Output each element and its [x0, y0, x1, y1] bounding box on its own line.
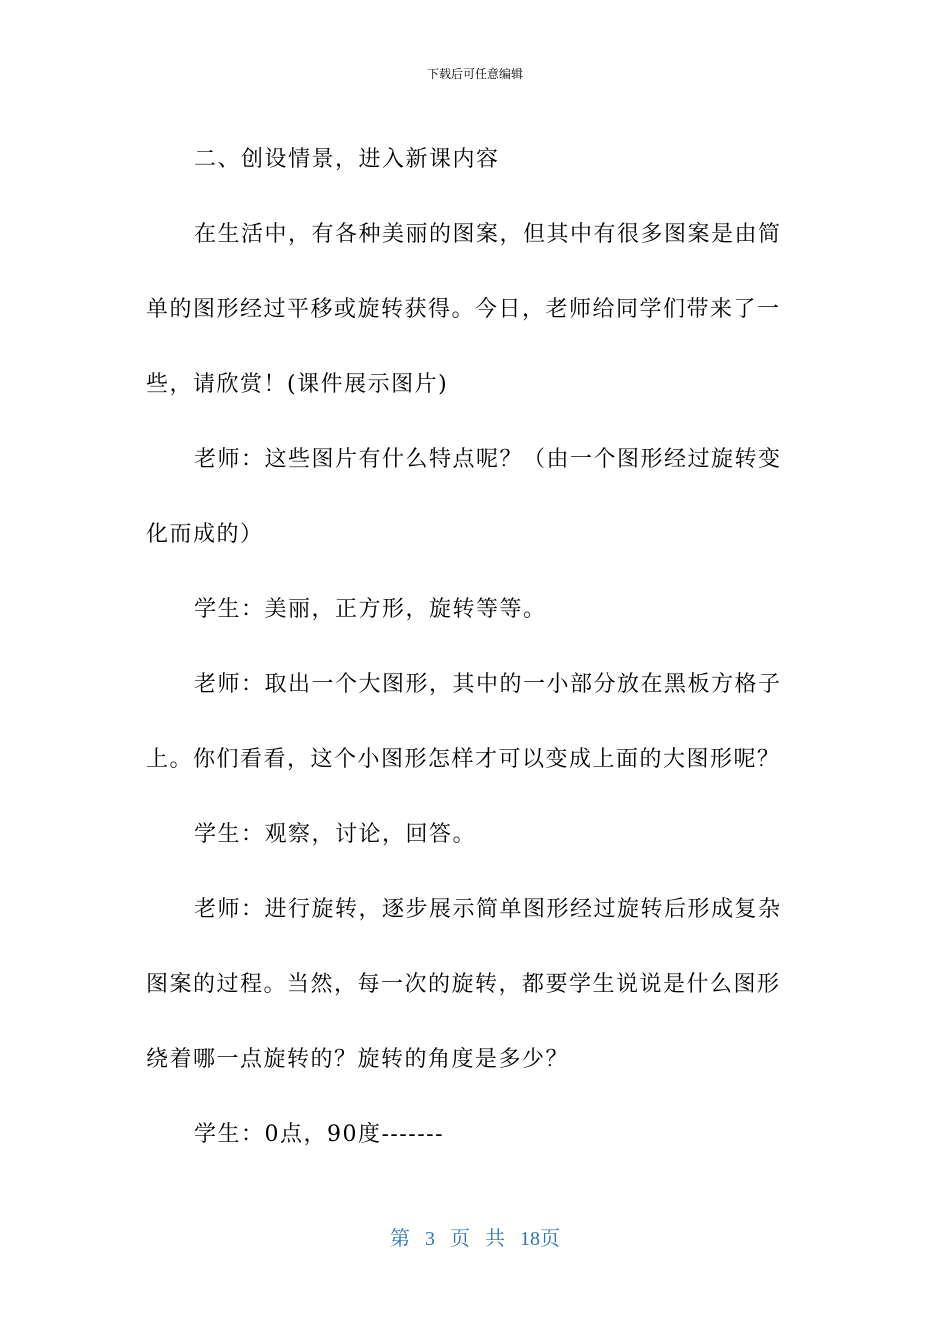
paragraph-line: 学生：美丽，正方形，旋转等等。 [194, 597, 547, 622]
footer-current-page: 3 [425, 1228, 435, 1250]
paragraph-line: 老师：进行旋转，逐步展示简单图形经过旋转后形成复杂 [194, 897, 782, 922]
paragraph-line: 老师：这些图片有什么特点呢？（由一个图形经过旋转变 [194, 447, 782, 472]
paragraph-line: 在生活中，有各种美丽的图案，但其中有很多图案是由简 [194, 222, 782, 247]
paragraph-line: 单的图形经过平移或旋转获得。今日，老师给同学们带来了一 [146, 297, 781, 322]
footer-word-ye: 页 [450, 1228, 470, 1250]
paragraph-line: 老师：取出一个大图形，其中的一小部分放在黑板方格子 [194, 672, 782, 697]
paragraph-line: 绕着哪一点旋转的？旋转的角度是多少？ [146, 1047, 570, 1072]
page-header [0, 66, 950, 82]
paragraph-line: 化而成的） [146, 522, 264, 547]
paragraph-line: 学生：观察，讨论，回答。 [194, 822, 477, 847]
footer-word-di: 第 [390, 1228, 410, 1250]
paragraph-line: 图案的过程。当然，每一次的旋转，都要学生说说是什么图形 [146, 972, 781, 997]
section-heading: 二、创设情景，进入新课内容 [194, 147, 500, 172]
paragraph-line: 些，请欣赏！(课件展示图片) [146, 372, 449, 397]
footer-total-pages: 18页 [520, 1228, 560, 1250]
header-note: 下载后可任意编辑 [426, 67, 523, 81]
page-footer [0, 1226, 950, 1252]
document-body [146, 122, 806, 1172]
paragraph-line: 上。你们看看，这个小图形怎样才可以变成上面的大图形呢？ [146, 747, 781, 772]
paragraph-line: 学生：0点，90度------- [194, 1122, 445, 1147]
footer-word-gong: 共 [485, 1228, 505, 1250]
